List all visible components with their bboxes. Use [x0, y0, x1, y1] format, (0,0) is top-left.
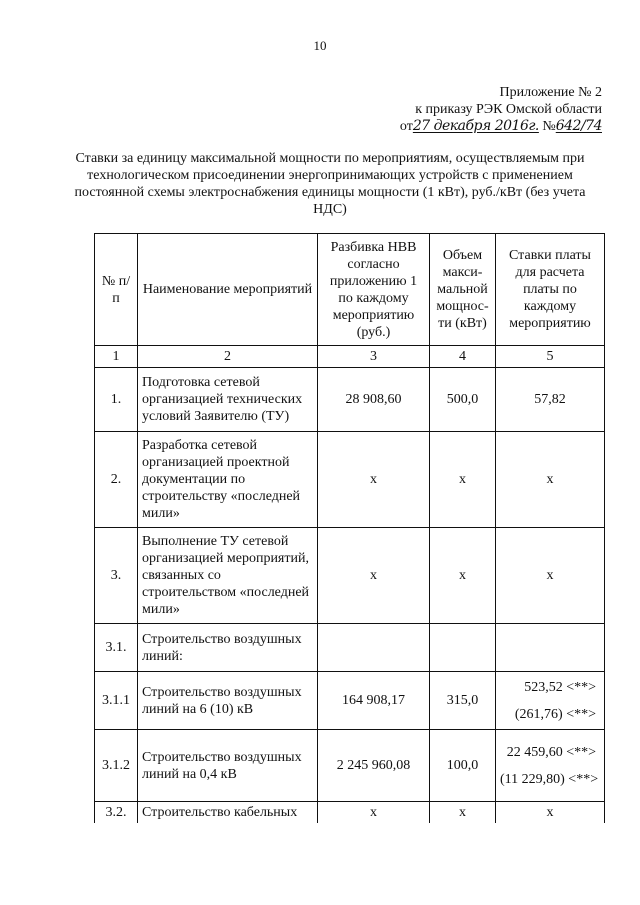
- table-row: [95, 730, 605, 802]
- row-name: Строительство воздушных линий:: [138, 624, 318, 672]
- rate-value: 523,52 <**>: [524, 679, 596, 695]
- row-nvv: [318, 624, 430, 672]
- row-power: х: [430, 432, 496, 528]
- handwritten-date: 27 декабря 2016г.: [412, 118, 539, 134]
- rate-value-alt: (261,76) <**>: [514, 706, 596, 722]
- row-name: Разработка сетевой организацией проектной документации по строительству «последней мили»: [138, 432, 318, 528]
- row-power: 315,0: [430, 672, 496, 730]
- handwritten-number: 642/74: [555, 118, 602, 134]
- rate-value: 22 459,60 <**>: [506, 744, 596, 760]
- rate-value-alt: (11 229,80) <**>: [500, 771, 599, 787]
- appendix-date-line: [400, 118, 602, 135]
- index-cell: 4: [430, 346, 496, 368]
- row-rate: х: [496, 528, 605, 624]
- table-row: [95, 528, 605, 624]
- row-name: Подготовка сетевой организацией технических условий Заявителю (ТУ): [138, 368, 318, 432]
- appendix-block: [400, 84, 602, 135]
- table-index-row: [95, 346, 605, 368]
- row-num: 3.1.: [95, 624, 138, 672]
- table-row: [95, 368, 605, 432]
- row-nvv: 164 908,17: [318, 672, 430, 730]
- row-num: 3.: [95, 528, 138, 624]
- table-row: [95, 672, 605, 730]
- row-num: 1.: [95, 368, 138, 432]
- row-rate: [496, 624, 605, 672]
- row-rate: [496, 672, 605, 730]
- header-nvv: Разбивка НВВ согласно приложению 1 по каждому мероприятию (руб.): [318, 234, 430, 346]
- rates-table: [94, 233, 605, 823]
- from-label: от: [399, 119, 413, 134]
- row-nvv: х: [318, 802, 430, 824]
- table-row: [95, 802, 605, 824]
- row-name: Строительство воздушных линий на 0,4 кВ: [138, 730, 318, 802]
- table-row: [95, 624, 605, 672]
- index-cell: 1: [95, 346, 138, 368]
- row-nvv: х: [318, 528, 430, 624]
- row-rate: 57,82: [496, 368, 605, 432]
- row-num: 3.1.2: [95, 730, 138, 802]
- row-num: 2.: [95, 432, 138, 528]
- page-number: 10: [313, 38, 327, 53]
- row-name: Строительство кабельных: [138, 802, 318, 824]
- row-nvv: 28 908,60: [318, 368, 430, 432]
- header-rate: Ставки платы для расчета платы по каждому мероприятию: [496, 234, 605, 346]
- table-header-row: [95, 234, 605, 346]
- row-power: 100,0: [430, 730, 496, 802]
- row-rate: [496, 730, 605, 802]
- row-power: 500,0: [430, 368, 496, 432]
- row-power: [430, 624, 496, 672]
- row-nvv: 2 245 960,08: [318, 730, 430, 802]
- row-power: х: [430, 528, 496, 624]
- index-cell: 3: [318, 346, 430, 368]
- document-title: Ставки за единицу максимальной мощности по мероприятиям, осуществляемым при технологическом присоединении энергопринимающих устройств с применением постоянной схемы электроснабжения единицы мощности (1 кВт), руб./кВт (без учета НДС): [74, 151, 586, 217]
- row-rate: х: [496, 432, 605, 528]
- row-name: Выполнение ТУ сетевой организацией мероприятий, связанных со строительством «последней мили»: [138, 528, 318, 624]
- header-power: Объем макси-мальной мощнос-ти (кВт): [430, 234, 496, 346]
- table-row: [95, 432, 605, 528]
- header-name: Наименование мероприятий: [138, 234, 318, 346]
- index-cell: 5: [496, 346, 605, 368]
- index-cell: 2: [138, 346, 318, 368]
- appendix-title: Приложение № 2: [499, 85, 602, 100]
- number-label: №: [542, 119, 556, 134]
- appendix-order-ref: к приказу РЭК Омской области: [415, 102, 602, 117]
- header-num: № п/п: [95, 234, 138, 346]
- row-num: 3.1.1: [95, 672, 138, 730]
- row-name: Строительство воздушных линий на 6 (10) кВ: [138, 672, 318, 730]
- row-num: 3.2.: [95, 802, 138, 824]
- row-rate: х: [496, 802, 605, 824]
- row-nvv: х: [318, 432, 430, 528]
- row-power: х: [430, 802, 496, 824]
